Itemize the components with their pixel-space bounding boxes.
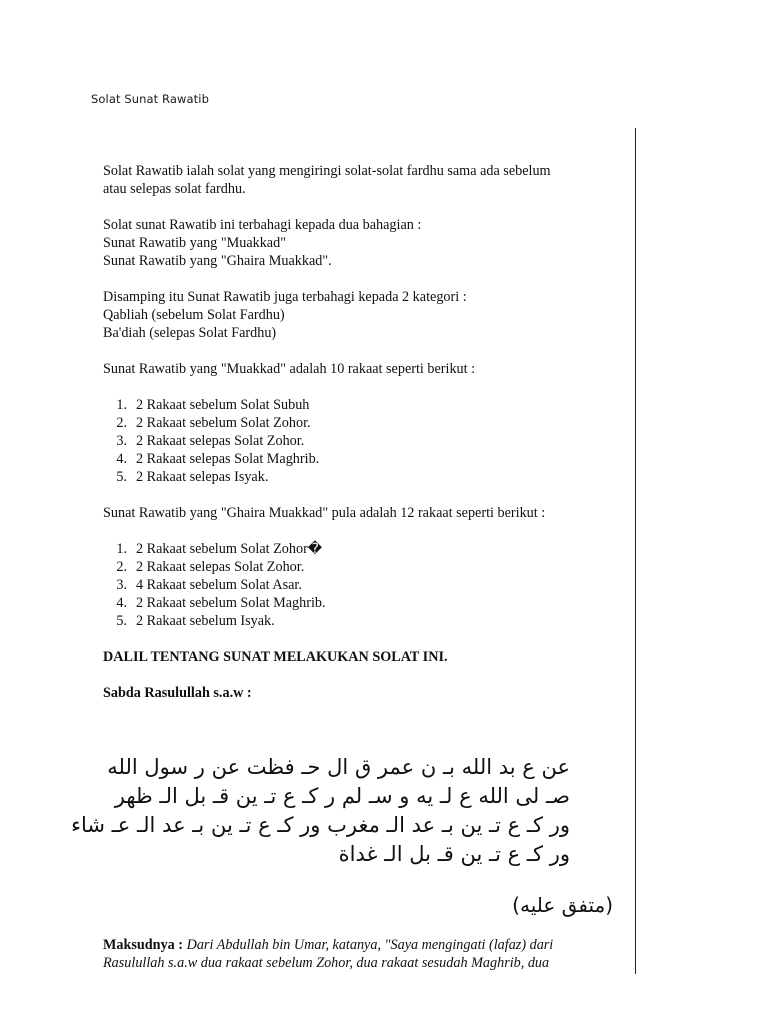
- list-number: 2.: [116, 415, 127, 431]
- text-line: Disamping itu Sunat Rawatib juga terbahagi kepada 2 kategori :: [103, 289, 467, 305]
- list-number: 5.: [116, 469, 127, 485]
- list-item-text: 2 Rakaat selepas Solat Zohor.: [136, 559, 305, 575]
- list-item: [103, 612, 623, 630]
- text-line: Sunat Rawatib yang "Ghaira Muakkad".: [103, 253, 332, 269]
- arabic-line: عن ع بد الله بـ ن عمر ق ال حـ فظت عن ر سول الله: [107, 755, 570, 779]
- arabic-line: ور كـ ع تـ ين قـ بل الـ غداة: [338, 842, 570, 866]
- list-item-text: 2 Rakaat selepas Solat Zohor.: [136, 433, 305, 449]
- text-line: Solat Rawatib ialah solat yang mengiringi solat-solat fardhu sama ada sebelum: [103, 163, 551, 179]
- text-line: Solat sunat Rawatib ini terbahagi kepada dua bahagian :: [103, 217, 422, 233]
- arabic-hadith: [71, 753, 570, 869]
- list-number: 2.: [116, 559, 127, 575]
- list-item: [103, 576, 623, 594]
- document-body: [71, 162, 623, 972]
- list-number: 3.: [116, 577, 127, 593]
- text-line: Ba'diah (selepas Solat Fardhu): [103, 325, 277, 341]
- arabic-line: صـ لى الله ع لـ يه و سـ لم ر كـ ع تـ ين قـ بل الـ ظهر: [114, 784, 570, 808]
- division-paragraph: [103, 216, 623, 270]
- list-item: [103, 540, 623, 558]
- ghaira-intro: Sunat Rawatib yang "Ghaira Muakkad" pula adalah 12 rakaat seperti berikut :: [103, 505, 546, 521]
- maksud-text: Rasulullah s.a.w dua rakaat sebelum Zohor, dua rakaat sesudah Maghrib, dua: [103, 955, 550, 971]
- intro-paragraph: [103, 162, 623, 198]
- list-item-text: 2 Rakaat sebelum Solat Zohor.: [136, 415, 311, 431]
- list-item: [103, 432, 623, 450]
- text-line: atau selepas solat fardhu.: [103, 181, 246, 197]
- list-item-text: 2 Rakaat sebelum Solat Subuh: [136, 397, 310, 413]
- ghaira-list: [103, 522, 623, 630]
- list-number: 3.: [116, 433, 127, 449]
- list-item-text: 2 Rakaat sebelum Solat Zohor�: [136, 541, 323, 557]
- list-number: 4.: [116, 451, 127, 467]
- list-item: [103, 468, 623, 486]
- arabic-reference: (متفق عليه): [512, 893, 613, 917]
- list-number: 4.: [116, 595, 127, 611]
- muakkad-intro: Sunat Rawatib yang "Muakkad" adalah 10 rakaat seperti berikut :: [103, 361, 476, 377]
- list-item-text: 2 Rakaat selepas Solat Maghrib.: [136, 451, 320, 467]
- sabda-heading: Sabda Rasulullah s.a.w :: [103, 685, 252, 701]
- list-number: 1.: [116, 541, 127, 557]
- list-item-text: 4 Rakaat sebelum Solat Asar.: [136, 577, 302, 593]
- text-line: Qabliah (sebelum Solat Fardhu): [103, 307, 285, 323]
- list-item: [103, 414, 623, 432]
- list-item-text: 2 Rakaat selepas Isyak.: [136, 469, 269, 485]
- maksud-paragraph: [103, 936, 623, 972]
- text-line: Sunat Rawatib yang "Muakkad": [103, 235, 286, 251]
- list-item: [103, 396, 623, 414]
- list-item: [103, 594, 623, 612]
- maksud-text: Dari Abdullah bin Umar, katanya, "Saya mengingati (lafaz) dari: [183, 937, 554, 953]
- right-margin-rule: [635, 128, 636, 974]
- list-item: [103, 558, 623, 576]
- category-paragraph: [103, 288, 623, 342]
- list-number: 1.: [116, 397, 127, 413]
- document-header-title: Solat Sunat Rawatib: [91, 92, 209, 106]
- list-item: [103, 450, 623, 468]
- list-number: 5.: [116, 613, 127, 629]
- maksud-label: Maksudnya :: [103, 937, 184, 953]
- dalil-heading: DALIL TENTANG SUNAT MELAKUKAN SOLAT INI.: [103, 649, 448, 665]
- list-item-text: 2 Rakaat sebelum Solat Maghrib.: [136, 595, 326, 611]
- muakkad-list: [103, 378, 623, 486]
- list-item-text: 2 Rakaat sebelum Isyak.: [136, 613, 275, 629]
- arabic-line: ور كـ ع تـ ين بـ عد الـ مغرب ور كـ ع تـ ين بـ عد الـ عـ شاء: [71, 813, 570, 837]
